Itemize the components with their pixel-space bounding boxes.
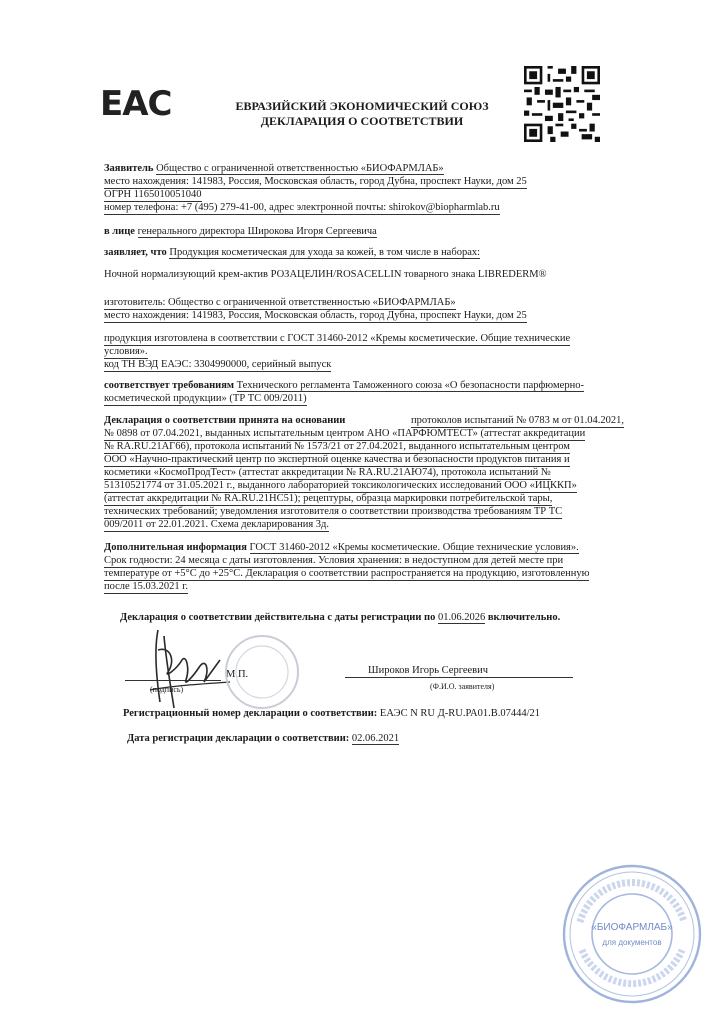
conformity-label: соответствует требованиям: [104, 380, 235, 391]
applicant-label: Заявитель: [104, 163, 154, 174]
additional-line-3: температуре от +5°С до +25°С. Декларация о соответствии распространяется на продукцию, изготовленную: [104, 568, 590, 579]
registration-date-label: Дата регистрации декларации о соответствии:: [127, 733, 350, 744]
basis-line-2: № 0898 от 07.04.2021, выданных испытательным центром АНО «ПАРФЮМТЕСТ» (аттестат аккредитации: [104, 428, 586, 439]
conformity-regulation-cont: косметической продукции» (ТР ТС 009/2011): [104, 393, 307, 404]
additional-line-4: после 15.03.2021 г.: [104, 581, 188, 592]
additional-line-2: Срок годности: 24 месяца с даты изготовления. Условия хранения: в недоступном для детей месте при: [104, 555, 564, 566]
company-stamp-icon: [560, 862, 704, 1006]
applicant-address: место нахождения: 141983, Россия, Московская область, город Дубна, проспект Науки, дом 25: [104, 176, 527, 187]
basis-line-4: ООО «Научно-практический центр по экспертной оценке качества и безопасности продуктов питания и: [104, 454, 570, 465]
eac-logo: EAC: [100, 84, 172, 124]
declares-row: [104, 246, 480, 259]
registration-number: ЕАЭС N RU Д-RU.РА01.В.07444/21: [379, 708, 540, 719]
basis-line-8: технических требований; уведомления изготовителя о соответствии производства требованиям ТР ТС: [104, 506, 563, 517]
basis-line-6: 51310521774 от 31.05.2021 г., выданного лабораторией токсикологических исследований ООО «ИЦККП»: [104, 480, 577, 491]
product-category: Продукция косметическая для ухода за кожей, в том числе в наборах:: [169, 247, 481, 258]
manufacturing-standard: продукция изготовлена в соответствии с ГОСТ 31460-2012 «Кремы косметические. Общие технические: [104, 333, 571, 344]
basis-line-3: № RA.RU.21АГ66), протокола испытаний № 1573/21 от 27.04.2021, выданного испытательным центром: [104, 441, 570, 452]
signature-caption: (подпись): [150, 685, 184, 694]
additional-line-1: ГОСТ 31460-2012 «Кремы косметические. Общие технические условия».: [249, 542, 579, 553]
registration-date: 02.06.2021: [351, 733, 400, 744]
document-title: ДЕКЛАРАЦИЯ О СООТВЕТСТВИИ: [260, 114, 464, 128]
registration-number-label: Регистрационный номер декларации о соответствии:: [123, 708, 378, 719]
basis-line-5: косметики «КосмоПродТест» (аттестат аккредитации № RA.RU.21АЮ74), протокола испытаний №: [104, 467, 551, 478]
manufacturer-name: изготовитель: Общество с ограниченной ответственностью «БИОФАРМЛАБ»: [104, 297, 456, 308]
applicant-row: [104, 162, 444, 175]
validity-suffix: включительно.: [487, 612, 561, 623]
union-title: ЕВРАЗИЙСКИЙ ЭКОНОМИЧЕСКИЙ СОЮЗ: [235, 99, 489, 113]
registration-number-row: [123, 707, 540, 720]
product-name: Ночной нормализующий крем-актив РОЗАЦЕЛИН/ROSACELLIN товарного знака LIBREDERM®: [104, 269, 547, 280]
basis-line-7: (аттестат аккредитации № RA.RU.21HC51); рецептуры, образца маркировки потребительской тары,: [104, 493, 553, 504]
conformity-regulation: Технического регламента Таможенного союза «О безопасности парфюмерно-: [236, 380, 584, 391]
applicant-person: генерального директора Широкова Игоря Сергеевича: [137, 226, 377, 237]
additional-label: Дополнительная информация: [104, 542, 247, 553]
conformity-row: [104, 379, 584, 392]
signer-name: Широков Игорь Сергеевич: [368, 665, 489, 676]
validity-text: Декларация о соответствии действительна с даты регистрации по: [120, 612, 436, 623]
stamp-purpose: для документов: [602, 938, 662, 947]
signer-caption: (Ф.И.О. заявителя): [430, 682, 495, 691]
manufacturing-standard-cont: условия».: [104, 346, 148, 357]
declares-label: заявляет, что: [104, 247, 167, 258]
validity-date: 01.06.2026: [437, 612, 486, 623]
applicant-phone: номер телефона: +7 (495) 279-41-00, адрес электронной почты: shirokov@biopharmlab.ru: [104, 202, 500, 213]
tnved-code: код ТН ВЭД ЕАЭС: 3304990000, серийный выпуск: [104, 359, 332, 370]
manufacturer-address: место нахождения: 141983, Россия, Московская область, город Дубна, проспект Науки, дом 25: [104, 310, 527, 321]
basis-line-9: 009/2011 от 22.01.2021. Схема декларирования 3д.: [104, 519, 330, 530]
stamp-company: «БИОФАРМЛАБ»: [591, 922, 673, 933]
signer-line: [345, 677, 573, 678]
applicant-ogrn: ОГРН 1165010051040: [104, 189, 202, 200]
stamp-imprint-icon: [222, 632, 302, 712]
signature-line: [125, 680, 221, 681]
applicant-name: Общество с ограниченной ответственностью «БИОФАРМЛАБ»: [156, 163, 444, 174]
basis-line-1: протоколов испытаний № 0783 м от 01.04.2021,: [411, 415, 624, 426]
additional-row: [104, 541, 579, 554]
seal-placeholder: М.П.: [226, 669, 249, 680]
signer-name-row: [368, 664, 488, 677]
basis-row: [104, 414, 624, 428]
registration-date-row: [127, 732, 399, 745]
applicant-person-row: [104, 225, 377, 238]
basis-label: Декларация о соответствии принята на основании: [104, 415, 346, 426]
person-prefix: в лице: [104, 226, 135, 237]
